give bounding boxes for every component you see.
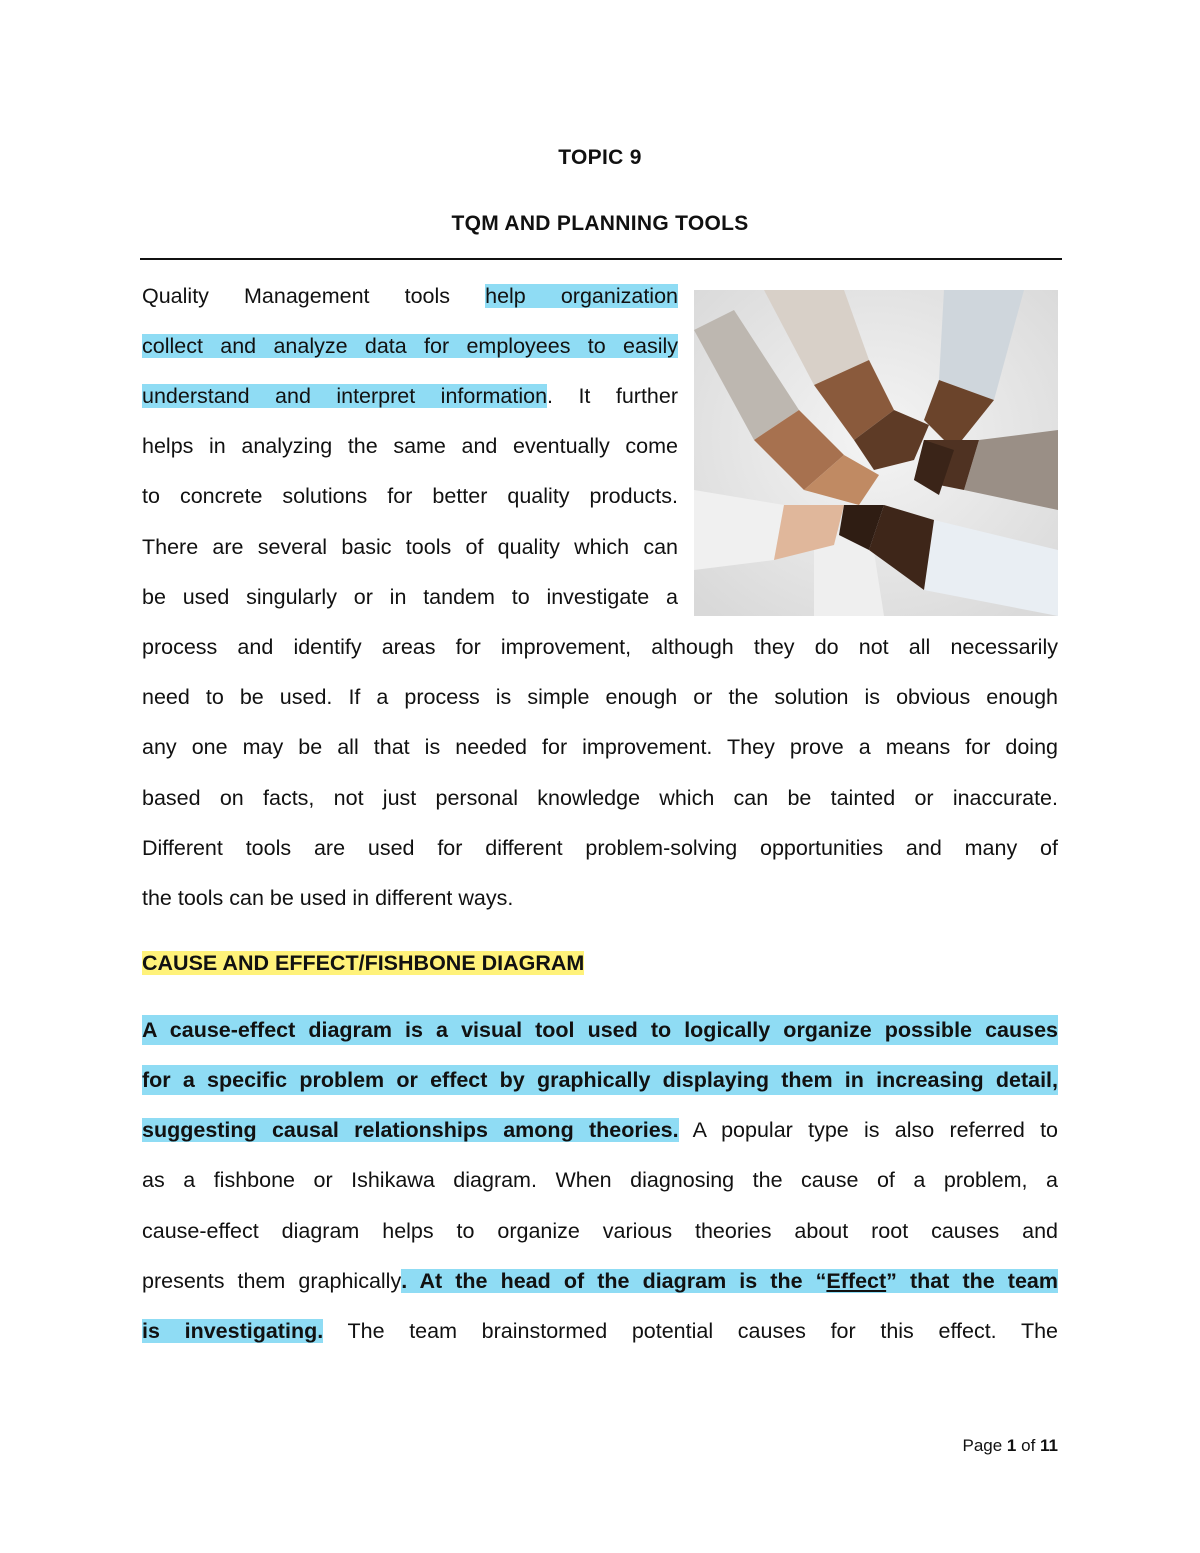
- intro-line-6: There are several basic tools of quality which can: [142, 535, 678, 559]
- intro-line-13: the tools can be used in different ways.: [142, 886, 514, 910]
- intro-line-8: process and identify areas for improvement, although they do not all necessarily: [142, 635, 1058, 659]
- intro-line-9: need to be used. If a process is simple enough or the solution is obvious enough: [142, 685, 1058, 709]
- highlighted-text-part: ” that the team: [886, 1269, 1058, 1293]
- highlighted-text: collect and analyze data for employees to easily: [142, 334, 678, 358]
- section-text: A popular type is also referred to: [678, 1118, 1058, 1142]
- intro-line-5: to concrete solutions for better quality products.: [142, 484, 678, 508]
- highlighted-text: suggesting causal relationships among theories.: [142, 1118, 679, 1142]
- topic-number: TOPIC 9: [558, 146, 642, 169]
- section-line-5: cause-effect diagram helps to organize various theories about root causes and: [142, 1219, 1058, 1243]
- section-text: presents them graphically: [142, 1269, 402, 1293]
- intro-line-12: Different tools are used for different problem-solving opportunities and many of: [142, 836, 1058, 860]
- highlighted-text: for a specific problem or effect by graphically displaying them in increasing detail,: [142, 1065, 1058, 1095]
- current-page: 1: [1006, 1436, 1017, 1455]
- page-title: TQM AND PLANNING TOOLS: [451, 212, 749, 235]
- title-divider: [140, 258, 1062, 260]
- of-label: of: [1016, 1436, 1041, 1455]
- intro-line-1: [142, 281, 678, 311]
- highlighted-text: understand and interpret information: [142, 384, 548, 408]
- section-text: The team brainstormed potential causes for this effect. The: [323, 1319, 1058, 1343]
- intro-line-3: [142, 381, 678, 411]
- section-line-2: [142, 1065, 1058, 1095]
- intro-text: . It further: [547, 384, 678, 408]
- highlighted-text: help organization: [485, 284, 678, 308]
- section-line-1: [142, 1015, 1058, 1045]
- section-line-7: [142, 1316, 1058, 1346]
- intro-line-10: any one may be all that is needed for improvement. They prove a means for doing: [142, 735, 1058, 759]
- section-line-4: as a fishbone or Ishikawa diagram. When diagnosing the cause of a problem, a: [142, 1168, 1058, 1192]
- section-line-3: [142, 1115, 1058, 1145]
- highlighted-text-part: . At the head of the diagram is the “: [401, 1269, 827, 1293]
- highlighted-text: [401, 1269, 1058, 1293]
- page-label: Page: [962, 1436, 1007, 1455]
- intro-line-2: [142, 331, 678, 361]
- photo-illustration: [694, 290, 1058, 616]
- page-number: [962, 1436, 1058, 1456]
- highlighted-text: is investigating.: [142, 1319, 324, 1343]
- effect-term: Effect: [826, 1269, 887, 1293]
- section-heading-text: CAUSE AND EFFECT/FISHBONE DIAGRAM: [142, 951, 585, 975]
- hands-linked-circle-photo: [694, 290, 1058, 616]
- section-line-6: [142, 1266, 1058, 1296]
- intro-line-11: based on facts, not just personal knowledge which can be tainted or inaccurate.: [142, 786, 1058, 810]
- highlighted-text: A cause-effect diagram is a visual tool used to logically organize possible causes: [142, 1015, 1058, 1045]
- section-heading: [142, 948, 584, 978]
- total-pages: 11: [1040, 1436, 1058, 1455]
- intro-line-4: helps in analyzing the same and eventually come: [142, 434, 678, 458]
- intro-line-7: be used singularly or in tandem to investigate a: [142, 585, 678, 609]
- intro-text: Quality Management tools: [142, 284, 486, 308]
